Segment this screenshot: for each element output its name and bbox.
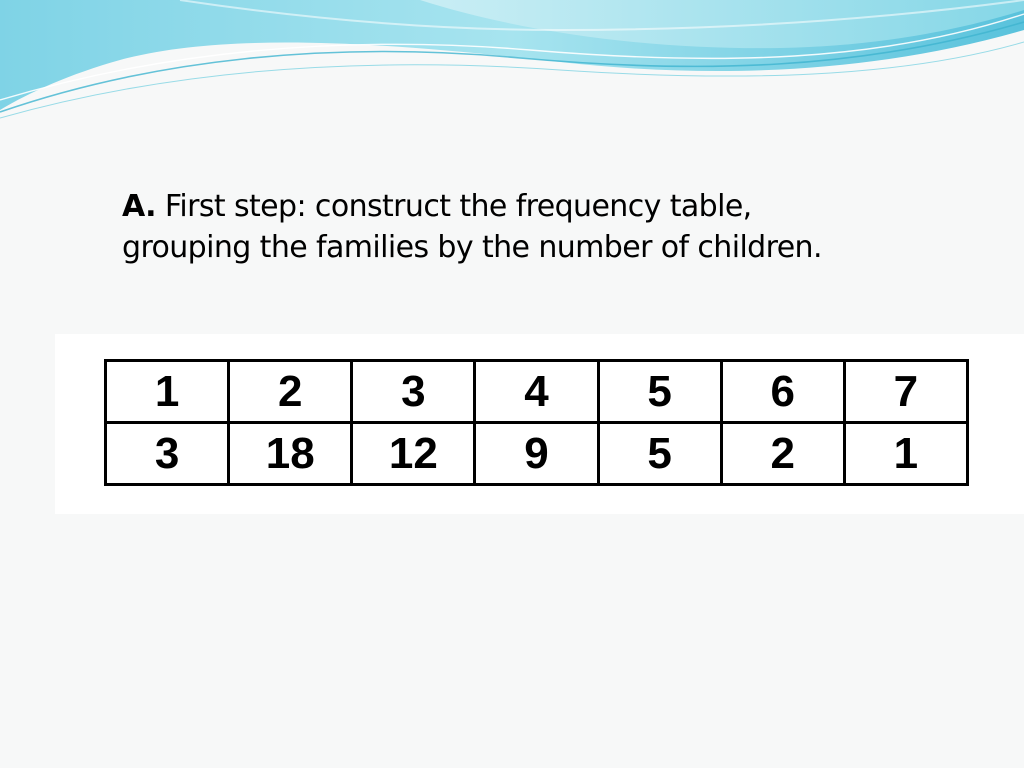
slide-text [122, 186, 922, 268]
table-cell: 7 [844, 361, 967, 423]
table-cell: 1 [844, 423, 967, 485]
item-marker: A. [122, 189, 156, 224]
frequency-table [104, 359, 969, 486]
table-cell: 6 [721, 361, 844, 423]
table-cell: 5 [598, 361, 721, 423]
table-cell: 2 [721, 423, 844, 485]
text-line-2: grouping the families by the number of children. [122, 230, 822, 265]
table-cell: 5 [598, 423, 721, 485]
table-row-frequency [106, 423, 968, 485]
table-cell: 1 [106, 361, 229, 423]
table-cell: 3 [352, 361, 475, 423]
decorative-wave-header [0, 0, 1024, 130]
text-line-1: First step: construct the frequency table, [164, 189, 752, 224]
table-cell: 2 [229, 361, 352, 423]
table-row-children [106, 361, 968, 423]
table-cell: 9 [475, 423, 598, 485]
table-cell: 4 [475, 361, 598, 423]
table-cell: 3 [106, 423, 229, 485]
table-cell: 18 [229, 423, 352, 485]
table-cell: 12 [352, 423, 475, 485]
